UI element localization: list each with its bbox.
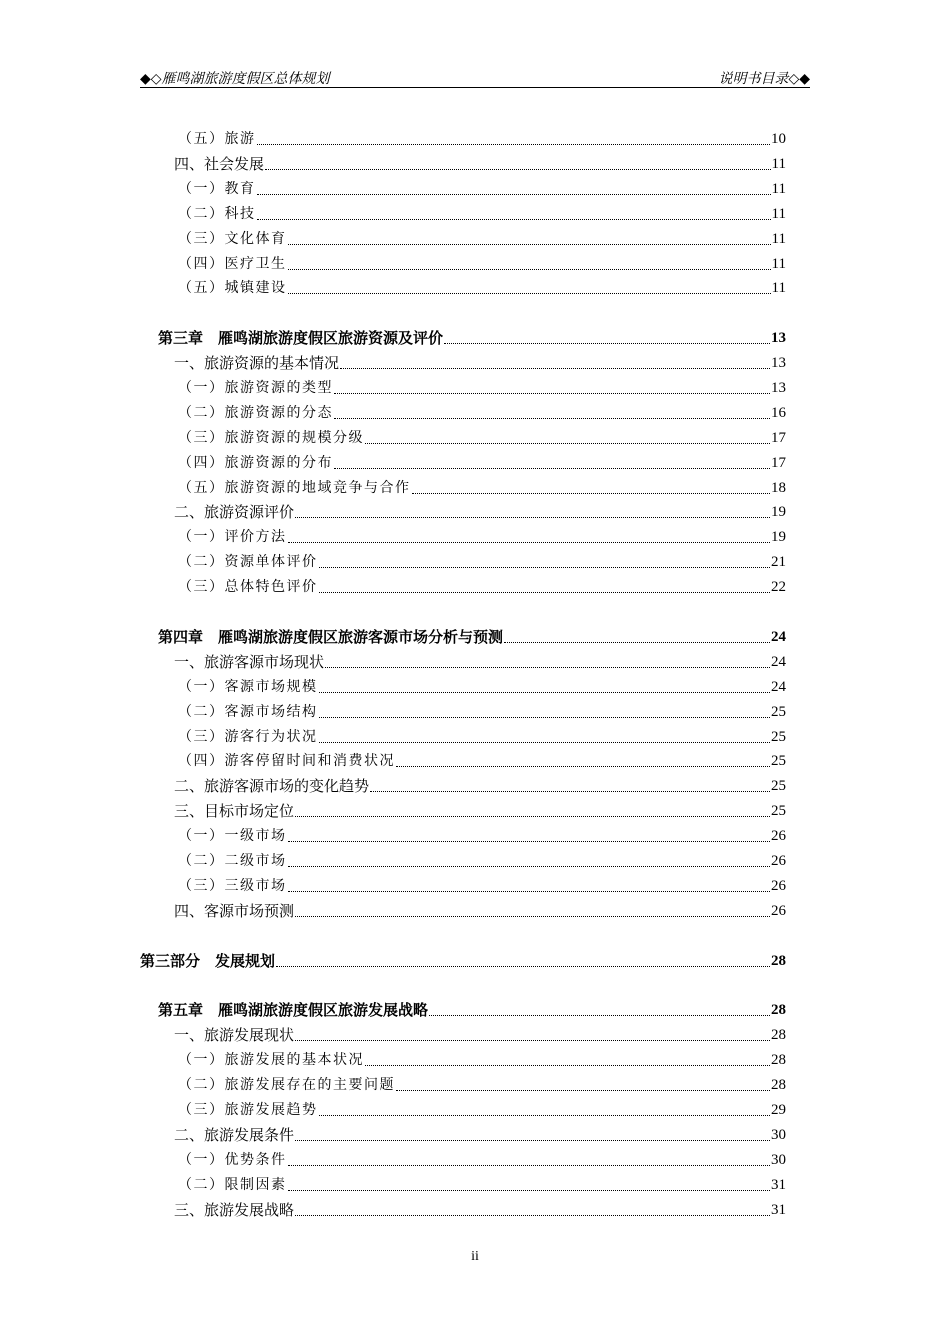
toc-entry-title: 一、旅游客源市场现状	[174, 653, 325, 671]
page-number: ii	[471, 1249, 479, 1264]
toc-entry-page: 13	[771, 330, 786, 346]
toc-entry-page: 24	[771, 679, 786, 695]
toc-entry[interactable]	[178, 251, 786, 273]
toc-entry[interactable]	[178, 549, 786, 571]
toc-entry-title: （一）教育	[178, 181, 256, 197]
toc-entry[interactable]	[178, 400, 786, 422]
toc-entry-title: 一、旅游发展现状	[174, 1026, 295, 1044]
toc-entry-title: （四）游客停留时间和消费状况	[178, 753, 395, 769]
toc-dot-leader	[288, 292, 771, 294]
toc-entry-page: 11	[771, 280, 786, 296]
toc-entry-page: 30	[771, 1152, 786, 1168]
toc-dot-leader	[319, 691, 771, 693]
toc-entry-title: 一、旅游资源的基本情况	[174, 354, 340, 372]
toc-entry-title: 第五章 雁鸣湖旅游度假区旅游发展战略	[158, 1001, 429, 1019]
toc-entry-page: 25	[771, 729, 786, 745]
toc-dot-leader	[396, 1089, 770, 1091]
header-section: 说明书目录◇◆	[718, 71, 810, 87]
toc-entry[interactable]	[178, 176, 786, 198]
toc-dot-leader	[412, 492, 771, 494]
toc-entry[interactable]	[178, 674, 786, 696]
toc-dot-leader	[295, 516, 770, 518]
toc-entry-page: 17	[771, 430, 786, 446]
toc-entry-page: 25	[771, 778, 786, 794]
toc-entry-page: 28	[771, 1027, 786, 1043]
toc-entry-title: （一）优势条件	[178, 1152, 287, 1168]
toc-dot-leader	[288, 840, 771, 842]
toc-entry-page: 25	[771, 704, 786, 720]
toc-entry[interactable]	[178, 699, 786, 721]
toc-entry-title: （五）城镇建设	[178, 280, 287, 296]
toc-entry-page: 13	[771, 355, 786, 371]
toc-entry-title: 三、旅游发展战略	[174, 1201, 295, 1219]
toc-entry-title: （三）总体特色评价	[178, 579, 318, 595]
toc-entry[interactable]	[178, 375, 786, 397]
toc-entry-title: （四）旅游资源的分布	[178, 455, 333, 471]
toc-entry-title: （二）二级市场	[178, 853, 287, 869]
toc-entry-title: （三）旅游资源的规模分级	[178, 430, 364, 446]
toc-entry-title: （四）医疗卫生	[178, 256, 287, 272]
toc-dot-leader	[257, 218, 771, 220]
toc-entry-title: （二）科技	[178, 206, 256, 222]
toc-entry-page: 11	[771, 181, 786, 197]
toc-entry[interactable]	[174, 151, 786, 173]
toc-entry-page: 31	[771, 1177, 786, 1193]
toc-entry-title: 二、旅游发展条件	[174, 1126, 295, 1144]
toc-entry-title: 二、旅游客源市场的变化趋势	[174, 777, 370, 795]
toc-entry-title: 四、客源市场预测	[174, 902, 295, 920]
toc-entry-title: （三）旅游发展趋势	[178, 1102, 318, 1118]
toc-entry[interactable]	[178, 748, 786, 770]
toc-entry-page: 16	[771, 405, 786, 421]
toc-entry-title: （三）三级市场	[178, 878, 287, 894]
toc-dot-leader	[504, 641, 770, 643]
toc-dot-leader	[319, 566, 771, 568]
toc-entry-page: 28	[771, 953, 786, 969]
toc-dot-leader	[365, 1064, 770, 1066]
toc-dot-leader	[288, 268, 771, 270]
toc-entry-page: 24	[771, 629, 786, 645]
toc-entry-page: 26	[771, 903, 786, 919]
toc-entry[interactable]	[178, 1147, 786, 1169]
toc-entry-page: 11	[771, 256, 786, 272]
toc-dot-leader	[295, 815, 770, 817]
toc-dot-leader	[288, 865, 771, 867]
toc-entry-page: 28	[771, 1052, 786, 1068]
toc-entry-page: 28	[771, 1002, 786, 1018]
toc-dot-leader	[295, 1214, 770, 1216]
toc-entry[interactable]	[178, 226, 786, 248]
toc-entry[interactable]	[178, 574, 786, 596]
toc-entry-title: 第三部分 发展规划	[140, 952, 276, 970]
toc-dot-leader	[288, 1189, 771, 1191]
toc-dot-leader	[288, 541, 771, 543]
toc-entry[interactable]	[178, 425, 786, 447]
toc-entry-title: 二、旅游资源评价	[174, 503, 295, 521]
toc-entry-page: 11	[771, 231, 786, 247]
toc-entry-title: （二）旅游资源的分态	[178, 405, 333, 421]
toc-entry-title: 第四章 雁鸣湖旅游度假区旅游客源市场分析与预测	[158, 628, 504, 646]
toc-entry-page: 29	[771, 1102, 786, 1118]
toc-entry-page: 26	[771, 828, 786, 844]
toc-dot-leader	[295, 1039, 770, 1041]
toc-entry-page: 21	[771, 554, 786, 570]
toc-entry[interactable]	[158, 624, 786, 646]
toc-entry-title: （二）资源单体评价	[178, 554, 318, 570]
toc-entry-title: （二）客源市场结构	[178, 704, 318, 720]
toc-entry-page: 22	[771, 579, 786, 595]
toc-entry[interactable]	[178, 1097, 786, 1119]
toc-dot-leader	[288, 1164, 771, 1166]
toc-entry-page: 10	[771, 131, 786, 147]
toc-dot-leader	[288, 890, 771, 892]
toc-entry-title: 第三章 雁鸣湖旅游度假区旅游资源及评价	[158, 329, 444, 347]
toc-entry-page: 26	[771, 853, 786, 869]
toc-dot-leader	[257, 143, 771, 145]
toc-entry-page: 18	[771, 480, 786, 496]
toc-entry-title: （二）旅游发展存在的主要问题	[178, 1077, 395, 1093]
toc-entry[interactable]	[178, 848, 786, 870]
toc-dot-leader	[365, 442, 770, 444]
toc-entry[interactable]	[174, 1122, 786, 1144]
toc-entry-title: （一）旅游资源的类型	[178, 380, 333, 396]
toc-entry[interactable]	[178, 1047, 786, 1069]
toc-dot-leader	[370, 790, 770, 792]
toc-dot-leader	[334, 417, 770, 419]
toc-entry[interactable]	[178, 201, 786, 223]
toc-dot-leader	[429, 1014, 770, 1016]
toc-entry-title: 三、目标市场定位	[174, 802, 295, 820]
toc-dot-leader	[288, 243, 771, 245]
toc-entry-page: 24	[771, 654, 786, 670]
toc-entry[interactable]	[174, 1022, 786, 1044]
toc-dot-leader	[276, 965, 770, 967]
toc-entry[interactable]	[174, 898, 786, 920]
toc-dot-leader	[295, 915, 770, 917]
toc-entry[interactable]	[178, 450, 786, 472]
toc-entry[interactable]	[174, 649, 786, 671]
toc-entry-page: 19	[771, 529, 786, 545]
toc-entry[interactable]	[174, 798, 786, 820]
toc-entry-page: 26	[771, 878, 786, 894]
toc-entry-title: （三）游客行为状况	[178, 729, 318, 745]
toc-dot-leader	[319, 741, 771, 743]
toc-dot-leader	[265, 168, 771, 170]
toc-entry[interactable]	[174, 773, 786, 795]
toc-entry[interactable]	[174, 1197, 786, 1219]
toc-entry-title: （一）旅游发展的基本状况	[178, 1052, 364, 1068]
toc-dot-leader	[257, 193, 771, 195]
toc-dot-leader	[396, 765, 770, 767]
toc-entry-title: （一）评价方法	[178, 529, 287, 545]
toc-entry-page: 11	[771, 156, 786, 172]
toc-entry[interactable]	[178, 1172, 786, 1194]
toc-dot-leader	[334, 467, 770, 469]
toc-dot-leader	[334, 392, 770, 394]
toc-entry[interactable]	[174, 499, 786, 521]
toc-entry-title: （五）旅游	[178, 131, 256, 147]
toc-entry-title: （二）限制因素	[178, 1177, 287, 1193]
toc-entry-title: （三）文化体育	[178, 231, 287, 247]
toc-entry-page: 11	[771, 206, 786, 222]
toc-entry[interactable]	[174, 350, 786, 372]
toc-entry-title: 四、社会发展	[174, 155, 265, 173]
toc-entry[interactable]	[178, 873, 786, 895]
toc-entry-page: 28	[771, 1077, 786, 1093]
toc-entry-title: （五）旅游资源的地域竞争与合作	[178, 480, 411, 496]
toc-dot-leader	[295, 1139, 770, 1141]
toc-entry[interactable]	[178, 724, 786, 746]
toc-entry-title: （一）客源市场规模	[178, 679, 318, 695]
toc-dot-leader	[319, 1114, 771, 1116]
toc-entry[interactable]	[140, 948, 786, 970]
toc-entry[interactable]	[158, 997, 786, 1019]
toc-dot-leader	[444, 342, 770, 344]
toc-dot-leader	[325, 666, 770, 668]
header-title: ◆◇雁鸣湖旅游度假区总体规划	[140, 71, 330, 87]
toc-entry[interactable]	[178, 524, 786, 546]
toc-entry-page: 17	[771, 455, 786, 471]
toc-dot-leader	[319, 591, 771, 593]
toc-entry-page: 31	[771, 1202, 786, 1218]
toc-entry[interactable]	[178, 823, 786, 845]
toc-entry[interactable]	[178, 275, 786, 297]
toc-dot-leader	[319, 716, 771, 718]
toc-entry[interactable]	[178, 1072, 786, 1094]
toc-entry-page: 25	[771, 803, 786, 819]
toc-dot-leader	[340, 367, 770, 369]
toc-entry[interactable]	[178, 475, 786, 497]
toc-entry-page: 13	[771, 380, 786, 396]
toc-entry-page: 30	[771, 1127, 786, 1143]
toc-entry-title: （一）一级市场	[178, 828, 287, 844]
toc-entry[interactable]	[178, 126, 786, 148]
toc-entry[interactable]	[158, 325, 786, 347]
toc-entry-page: 19	[771, 504, 786, 520]
toc-entry-page: 25	[771, 753, 786, 769]
